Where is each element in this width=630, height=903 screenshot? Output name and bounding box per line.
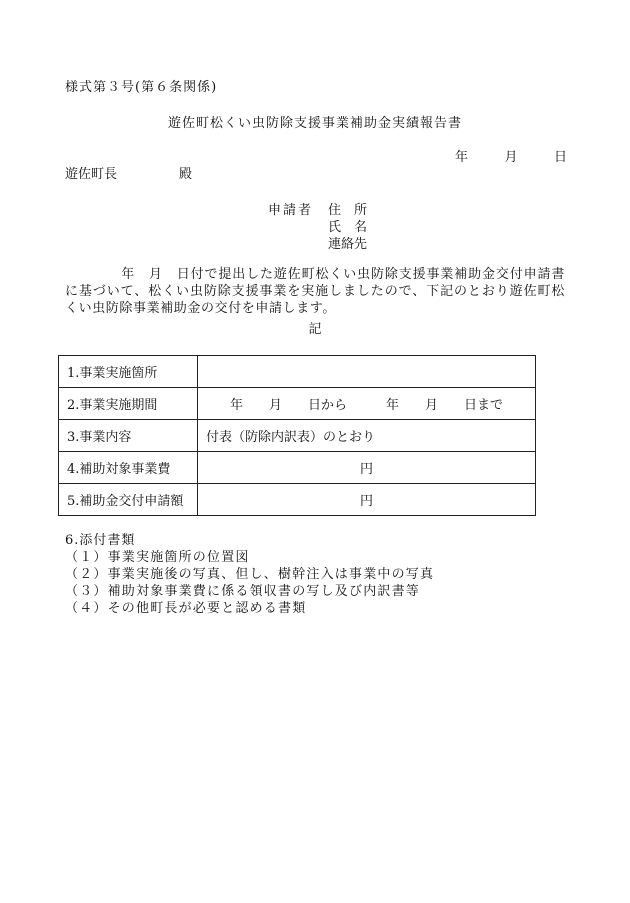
form-number: 様式第３号(第６条関係) <box>65 80 218 95</box>
row-value: 年 月 日から 年 月 日まで <box>198 388 536 420</box>
date-month: 月 <box>504 150 518 165</box>
date-day: 日 <box>553 150 567 165</box>
table-row <box>59 484 536 516</box>
contact-label: 連絡先 <box>328 237 368 252</box>
ki-heading: 記 <box>308 322 322 337</box>
row-label: 5.補助金交付申請額 <box>59 484 198 516</box>
date-line <box>455 150 567 166</box>
attachments-heading: 6.添付書類 <box>65 533 136 548</box>
table-row <box>59 388 536 420</box>
table-row <box>59 356 536 388</box>
addressee-name: 遊佐町長 <box>65 167 118 182</box>
list-item: （１）事業実施箇所の位置図 <box>65 550 250 565</box>
row-value <box>198 356 536 388</box>
row-label: 1.事業実施箇所 <box>59 356 198 388</box>
addressee-honorific: 殿 <box>179 167 193 182</box>
applicant-fields <box>328 203 367 254</box>
applicant-label: 申請者 <box>268 203 314 218</box>
list-item: （４）その他町長が必要と認める書類 <box>65 601 307 616</box>
address-label: 住 所 <box>328 203 368 218</box>
body-paragraph <box>65 266 565 317</box>
list-item: （３）補助対象事業費に係る領収書の写し及び内訳書等 <box>65 584 421 599</box>
table-row <box>59 420 536 452</box>
row-label: 4.補助対象事業費 <box>59 452 198 484</box>
addressee <box>65 167 192 183</box>
body-paragraph-text: 年 月 日付で提出した遊佐町松くい虫防除支援事業補助金交付申請書に基づいて、松くい虫防除支援事業を実施しましたので、下記のとおり遊佐町松くい虫防除事業補助金の交付を申請します。 <box>65 267 565 316</box>
row-value: 円 <box>198 452 536 484</box>
name-label: 氏 名 <box>328 220 368 235</box>
date-year: 年 <box>455 150 469 165</box>
table-row <box>59 452 536 484</box>
row-value: 円 <box>198 484 536 516</box>
row-label: 2.事業実施期間 <box>59 388 198 420</box>
row-label: 3.事業内容 <box>59 420 198 452</box>
items-table <box>58 355 536 516</box>
document-title: 遊佐町松くい虫防除支援事業補助金実績報告書 <box>167 116 462 131</box>
row-value: 付表（防除内訳表）のとおり <box>198 420 536 452</box>
attachments <box>65 532 434 617</box>
list-item: （２）事業実施後の写真、但し、樹幹注入は事業中の写真 <box>65 567 435 582</box>
